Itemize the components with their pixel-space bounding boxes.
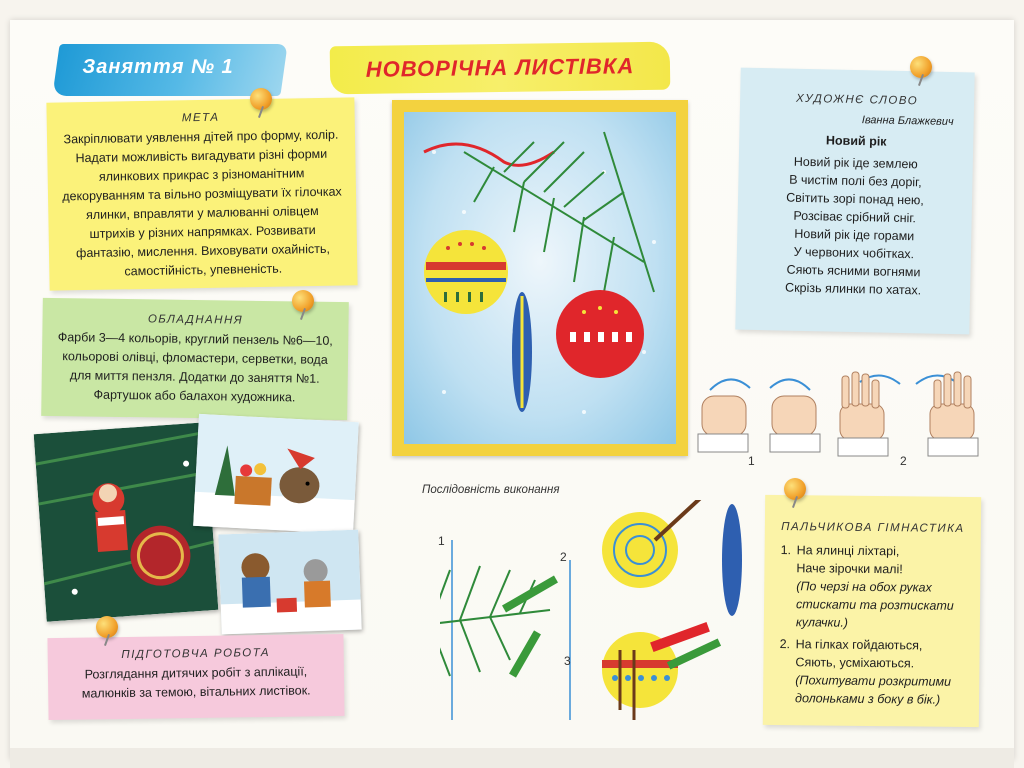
pushpin-icon — [250, 88, 272, 110]
santa-card-illustration — [34, 422, 219, 622]
page-title-band — [330, 42, 671, 95]
open-hands-icon — [838, 372, 978, 456]
lesson-number-label: Заняття № 1 — [82, 56, 234, 78]
pencil-icon — [502, 576, 558, 678]
sequence-step-number: 2 — [560, 550, 567, 564]
poem-line: Світить зорі понад нею, — [786, 190, 925, 208]
poem-line: Скрізь ялинки по хатах. — [784, 280, 922, 298]
sequence-step-number: 1 — [438, 534, 445, 548]
goal-text: Закріплювати уявлення дітей про форму, колір. Надати можливість вигадувати різні форми ялинкових прикрас з різноманітним декоруванням та вільно розміщувати їх гілочках ялинки, вправляти у малюванні олівцем штрихів у різних напрямках. Розвивати фантазію, мислення. Виховувати охайність, самостійність, упевненість. — [62, 127, 342, 279]
poem-line: Сяють ясними вогнями — [786, 262, 921, 280]
exercise-note: (По черзі на обох руках стискати та розтискати кулачки.) — [795, 579, 954, 630]
rhyme-line: Сяють, усміхаються. — [795, 655, 915, 671]
artistic-word-heading: ХУДОЖНЄ СЛОВО — [795, 92, 919, 108]
hand-gestures-illustration — [690, 370, 990, 480]
sample-card-picture — [404, 112, 676, 444]
sequence-label: Послідовність виконання — [422, 484, 560, 496]
poem — [736, 132, 973, 301]
sequence-illustration — [440, 500, 780, 740]
pushpin-icon — [292, 290, 314, 312]
list-item-number: 2. — [779, 637, 791, 652]
hand-step-number: 2 — [900, 454, 907, 468]
rhyme-line: На ялинці ліхтарі, — [796, 543, 900, 559]
finger-gym-heading: ПАЛЬЧИКОВА ГІМНАСТИКА — [781, 521, 965, 535]
pushpin-icon — [910, 56, 932, 78]
pushpin-icon — [784, 478, 806, 500]
poem-line: Розсіває срібний сніг. — [793, 208, 917, 226]
goal-heading: МЕТА — [181, 111, 220, 125]
step-1-branch — [440, 566, 550, 680]
poem-line: Новий рік іде землею — [793, 154, 918, 172]
equipment-heading: ОБЛАДНАННЯ — [147, 313, 244, 327]
page-title: НОВОРІЧНА ЛИСТІВКА — [365, 53, 635, 82]
preparation-heading: ПІДГОТОВЧА РОБОТА — [121, 646, 271, 662]
poem-author: Іванна Блажкевич — [861, 114, 954, 129]
christmas-branch-illustration — [404, 112, 676, 444]
fist-hands-icon — [698, 379, 820, 452]
equipment-text: Фарби 3—4 кольорів, круглий пензель №6—10, кольорові олівці, фломастери, серветки, вода для миття пензля. Додатки до заняття №1. Фартушок або балахон художника. — [57, 330, 333, 405]
list-item-number: 1. — [780, 543, 792, 558]
greeting-card-photo-bears — [218, 530, 361, 635]
greeting-card-photo-santa — [34, 422, 219, 622]
hand-step-number: 1 — [748, 454, 755, 468]
poem-line: У червоних чобітках. — [793, 244, 915, 262]
poem-line: В чистім полі без доріг, — [789, 172, 922, 190]
exercise-note: (Похитувати розкритими долоньками з боку в бік.) — [795, 673, 952, 707]
greeting-card-photo-hedgehog — [193, 414, 359, 534]
poem-line: Новий рік іде горами — [794, 226, 915, 244]
lesson-number-tag — [52, 44, 287, 96]
rhyme-line: Наче зірочки малі! — [796, 561, 903, 577]
preparation-text: Розглядання дитячих робіт з аплікації, малюнків за темою, вітальних листівок. — [81, 664, 311, 701]
list-item — [780, 541, 981, 633]
blue-icicle-shape — [722, 504, 742, 616]
hedgehog-card-illustration — [193, 414, 359, 534]
rhyme-line: На гілках гойдаються, — [795, 637, 923, 653]
finger-gym-list — [779, 541, 981, 709]
page-bottom-edge — [10, 748, 1014, 768]
sample-greeting-card — [392, 100, 688, 456]
finger-gym-note — [763, 495, 981, 727]
sequence-step-number: 3 — [564, 654, 571, 668]
bears-card-illustration — [218, 530, 361, 635]
goal-note — [46, 97, 357, 290]
pushpin-icon — [96, 616, 118, 638]
poem-title: Новий рік — [825, 133, 887, 149]
list-item — [779, 635, 980, 709]
preparation-note — [47, 634, 344, 720]
artistic-word-note — [735, 68, 974, 335]
